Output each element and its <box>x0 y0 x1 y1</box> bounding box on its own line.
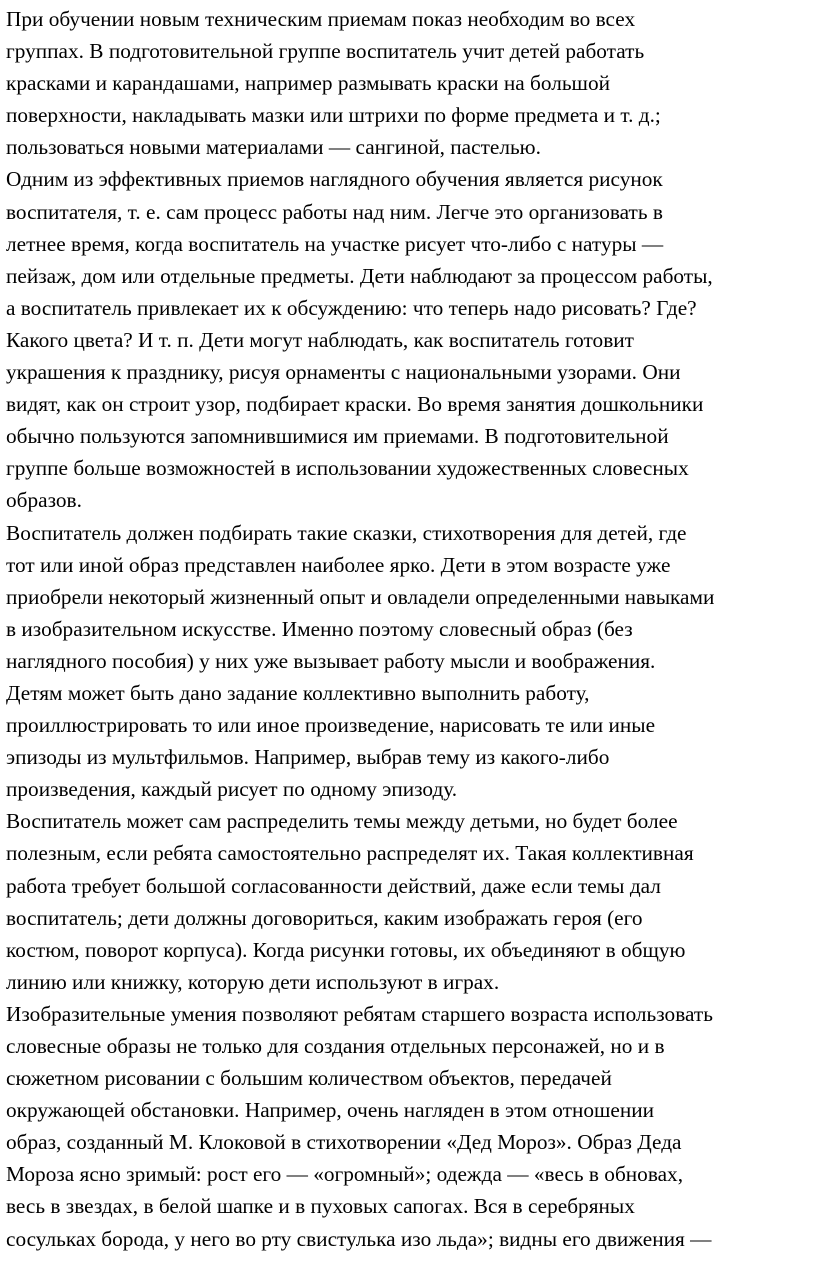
text-line: группах. В подготовительной группе воспитатель учит детей работать <box>6 39 645 64</box>
text-line: образов. <box>6 488 82 513</box>
text-line: проиллюстрировать то или иное произведение, нарисовать те или иные <box>6 713 656 738</box>
text-line: Воспитатель может сам распределить темы между детьми, но будет более <box>6 809 678 834</box>
text-line: украшения к празднику, рисуя орнаменты с национальными узорами. Они <box>6 360 681 385</box>
text-line: пейзаж, дом или отдельные предметы. Дети наблюдают за процессом работы, <box>6 263 713 288</box>
text-line: словесные образы не только для создания отдельных персонажей, но и в <box>6 1034 665 1058</box>
text-line: пользоваться новыми материалами — сангиной, пастелью. <box>6 135 541 160</box>
text-line: окружающей обстановки. Например, очень нагляден в этом отношении <box>6 1098 655 1123</box>
text-line: Мороза ясно зримый: рост его — «огромный»; одежда — «весь в обновах, <box>6 1162 684 1187</box>
text-line: произведения, каждый рисует по одному эпизоду. <box>6 777 458 802</box>
text-line: летнее время, когда воспитатель на участке рисует что-либо с натуры — <box>6 231 664 256</box>
text-line: тот или иной образ представлен наиболее ярко. Дети в этом возрасте уже <box>6 552 671 577</box>
text-line: Какого цвета? И т. п. Дети могут наблюдать, как воспитатель готовит <box>6 327 634 352</box>
text-line: эпизоды из мультфильмов. Например, выбрав тему из какого-либо <box>6 745 610 770</box>
text-line: а воспитатель привлекает их к обсуждению: что теперь надо рисовать? Где? <box>6 295 697 320</box>
text-line: поверхности, накладывать мазки или штрихи по форме предмета и т. д.; <box>6 103 661 128</box>
text-line: приобрели некоторый жизненный опыт и овладели определенными навыками <box>6 584 715 609</box>
text-line: красками и карандашами, например размывать краски на большой <box>6 71 610 96</box>
text-line: Воспитатель должен подбирать такие сказки, стихотворения для детей, где <box>6 520 687 545</box>
text-line: костюм, поворот корпуса). Когда рисунки готовы, их объединяют в общую <box>6 937 686 962</box>
text-line: полезным, если ребята самостоятельно распределят их. Такая коллективная <box>6 841 694 866</box>
text-line: обычно пользуются запомнившимися им приемами. В подготовительной <box>6 424 669 449</box>
text-line: Детям может быть дано задание коллективно выполнить работу, <box>6 680 590 705</box>
text-line: группе больше возможностей в использовании художественных словесных <box>6 456 689 481</box>
text-line: сюжетном рисовании с большим количеством объектов, передачей <box>6 1066 612 1091</box>
text-line: в изобразительном искусстве. Именно поэтому словесный образ (без <box>6 616 633 641</box>
text-line: видят, как он строит узор, подбирает краски. Во время занятия дошкольники <box>6 392 704 417</box>
text-line: образ, созданный М. Клоковой в стихотворении «Дед Мороз». Образ Деда <box>6 1130 682 1155</box>
text-line: работа требует большой согласованности действий, даже если темы дал <box>6 873 661 898</box>
text-line: Одним из эффективных приемов наглядного обучения является рисунок <box>6 167 663 192</box>
document-body-text <box>6 3 812 1255</box>
text-line: весь в звездах, в белой шапке и в пуховых сапогах. Вся в серебряных <box>6 1194 635 1219</box>
text-line: При обучении новым техническим приемам показ необходим во всех <box>6 7 636 31</box>
text-line: наглядного пособия) у них уже вызывает работу мысли и воображения. <box>6 648 656 673</box>
text-line: воспитателя, т. е. сам процесс работы над ним. Легче это организовать в <box>6 199 663 224</box>
text-line: воспитатель; дети должны договориться, каким изображать героя (его <box>6 905 643 930</box>
text-line: Изобразительные умения позволяют ребятам старшего возраста использовать <box>6 1001 713 1026</box>
text-line: линию или книжку, которую дети используют в играх. <box>6 969 500 994</box>
text-line: сосульках борода, у него во рту свистулька изо льда»; видны его движения — <box>6 1226 712 1251</box>
